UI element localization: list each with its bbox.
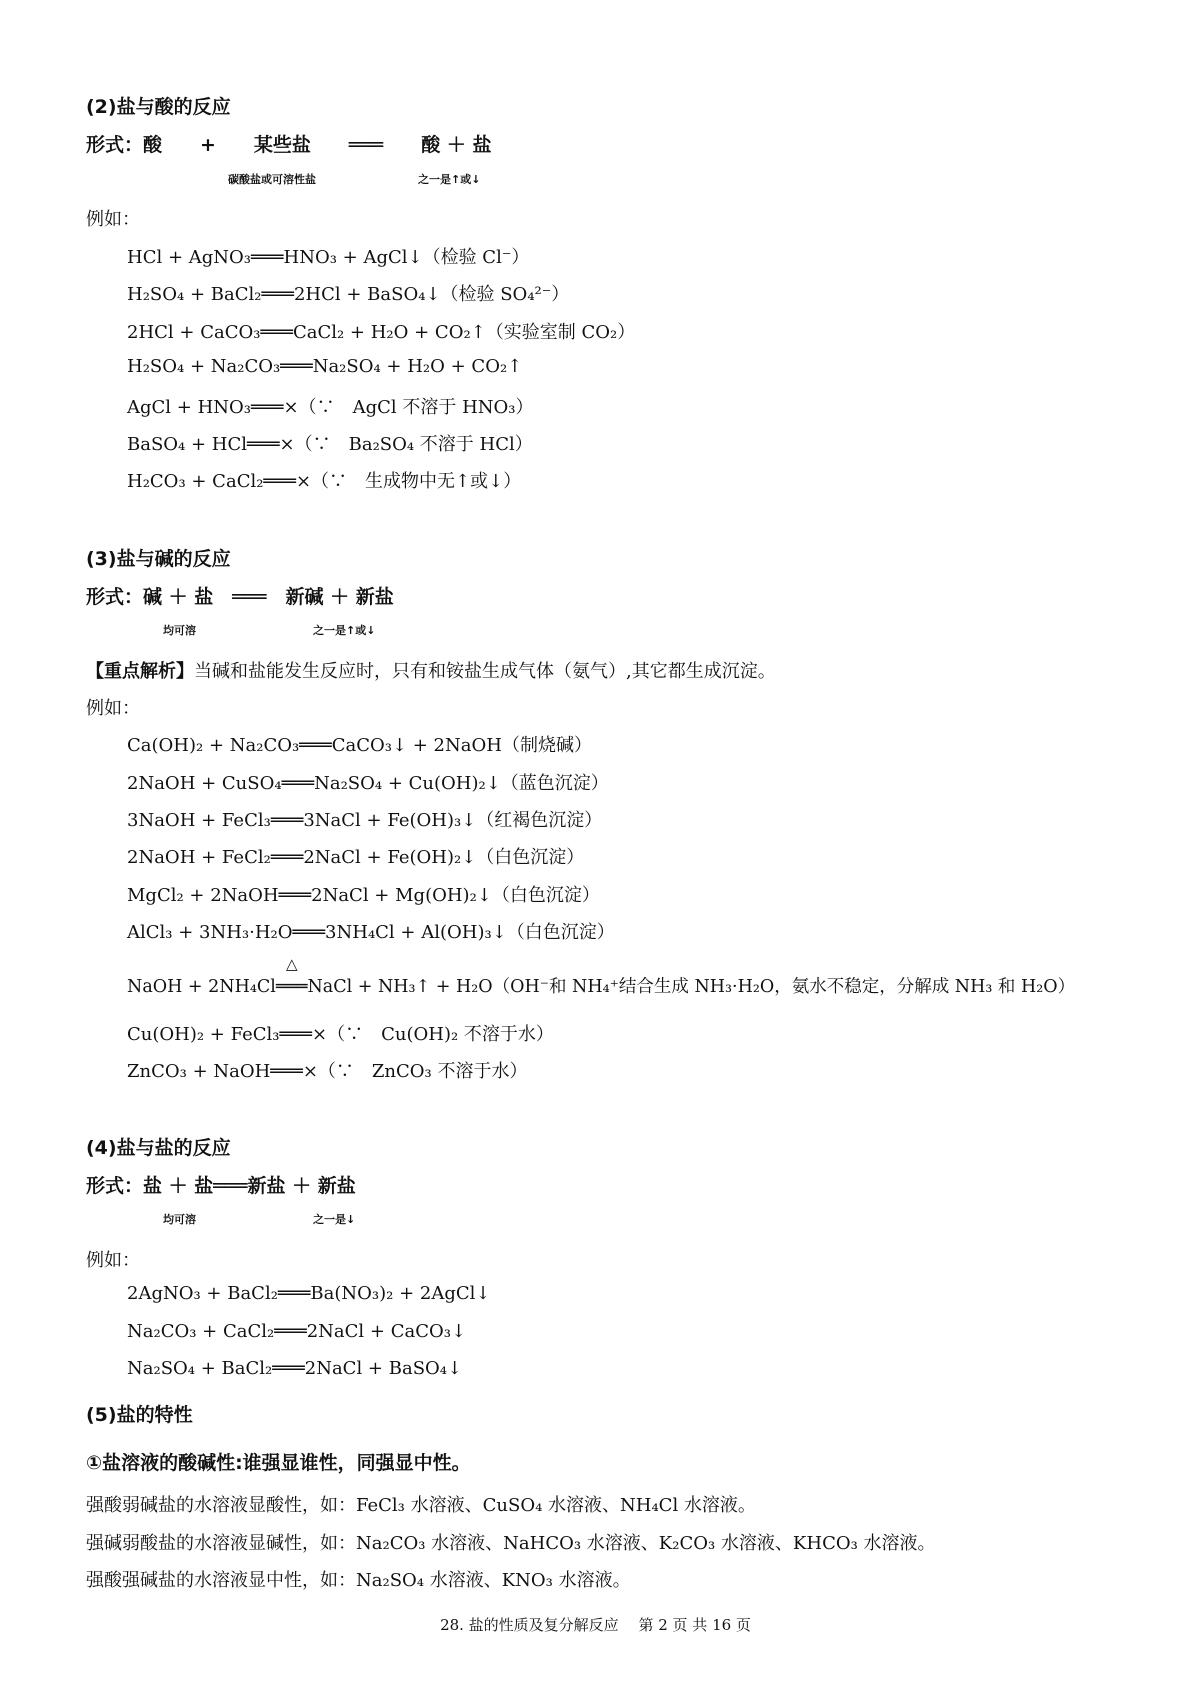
section-3-title: (3)盐与碱的反应 (86, 548, 231, 570)
equation: BaSO₄ + HCl═══×（∵ Ba₂SO₄ 不溶于 HCl） (127, 434, 533, 455)
section-5-title: (5)盐的特性 (86, 1404, 193, 1426)
section-3-note-product: 之一是↑或↓ (313, 624, 376, 637)
section-2-example-label: 例如： (86, 209, 140, 230)
equation: 2NaOH + FeCl₂═══2NaCl + Fe(OH)₂↓（白色沉淀） (127, 847, 585, 868)
section-5-line: 强酸弱碱盐的水溶液显酸性，如：FeCl₃ 水溶液、CuSO₄ 水溶液、NH₄Cl 水溶液。 (86, 1495, 756, 1516)
equation: Cu(OH)₂ + FeCl₃═══×（∵ Cu(OH)₂ 不溶于水） (127, 1024, 554, 1045)
section-2-note-salt: 碳酸盐或可溶性盐 (228, 173, 316, 186)
page-footer: 28. 盐的性质及复分解反应 第 2 页 共 16 页 (440, 1616, 751, 1634)
equation: Ca(OH)₂ + Na₂CO₃═══CaCO₃↓ + 2NaOH（制烧碱） (127, 735, 592, 756)
section-5-subtitle: ①盐溶液的酸碱性:谁强显谁性，同强显中性。 (86, 1452, 471, 1474)
section-4-title: (4)盐与盐的反应 (86, 1137, 231, 1159)
section-5-line: 强酸强碱盐的水溶液显中性，如：Na₂SO₄ 水溶液、KNO₃ 水溶液。 (86, 1570, 631, 1591)
equation: H₂SO₄ + BaCl₂═══2HCl + BaSO₄↓（检验 SO₄²⁻） (127, 284, 570, 305)
section-3-key-analysis (86, 657, 776, 683)
section-3-example-label: 例如： (86, 698, 140, 719)
section-5-line: 强碱弱酸盐的水溶液显碱性，如：Na₂CO₃ 水溶液、NaHCO₃ 水溶液、K₂CO₃ 水溶液、KHCO₃ 水溶液。 (86, 1533, 936, 1554)
section-2-note-product: 之一是↑或↓ (418, 173, 481, 186)
section-4-note-reactants: 均可溶 (163, 1213, 196, 1226)
equation: H₂CO₃ + CaCl₂═══×（∵ 生成物中无↑或↓） (127, 471, 522, 492)
equation: NaOH + 2NH₄Cl═══NaCl + NH₃↑ + H₂O（OH⁻和 NH₄⁺结合生成 NH₃·H₂O，氨水不稳定，分解成 NH₃ 和 H₂O） (127, 977, 1076, 997)
equation: 2HCl + CaCO₃═══CaCl₂ + H₂O + CO₂↑（实验室制 CO₂） (127, 322, 636, 343)
key-analysis-label: 【重点解析】 (86, 661, 194, 682)
equation: 2NaOH + CuSO₄═══Na₂SO₄ + Cu(OH)₂↓（蓝色沉淀） (127, 773, 609, 794)
equation: 3NaOH + FeCl₃═══3NaCl + Fe(OH)₃↓（红褐色沉淀） (127, 810, 603, 831)
section-4-note-product: 之一是↓ (313, 1213, 356, 1226)
equation: AlCl₃ + 3NH₃·H₂O═══3NH₄Cl + Al(OH)₃↓（白色沉淀） (127, 922, 615, 943)
equation: MgCl₂ + 2NaOH═══2NaCl + Mg(OH)₂↓（白色沉淀） (127, 885, 600, 906)
equation: ZnCO₃ + NaOH═══×（∵ ZnCO₃ 不溶于水） (127, 1061, 528, 1082)
equation: H₂SO₄ + Na₂CO₃═══Na₂SO₄ + H₂O + CO₂↑ (127, 356, 523, 377)
section-4-form: 形式：盐 ＋ 盐═══新盐 ＋ 新盐 (86, 1175, 356, 1197)
equation: HCl + AgNO₃═══HNO₃ + AgCl↓（检验 Cl⁻） (127, 247, 530, 268)
section-3-note-reactants: 均可溶 (163, 624, 196, 637)
heating-symbol: △ (286, 955, 298, 973)
equation: Na₂SO₄ + BaCl₂═══2NaCl + BaSO₄↓ (127, 1358, 463, 1379)
section-2-title: (2)盐与酸的反应 (86, 96, 231, 118)
equation: 2AgNO₃ + BaCl₂═══Ba(NO₃)₂ + 2AgCl↓ (127, 1283, 491, 1304)
key-analysis-text: 当碱和盐能发生反应时，只有和铵盐生成气体（氨气）,其它都生成沉淀。 (194, 661, 776, 682)
equation: AgCl + HNO₃═══×（∵ AgCl 不溶于 HNO₃） (127, 397, 534, 418)
equation: Na₂CO₃ + CaCl₂═══2NaCl + CaCO₃↓ (127, 1321, 467, 1342)
section-3-form: 形式：碱 ＋ 盐 ═══ 新碱 ＋ 新盐 (86, 586, 394, 608)
section-2-form: 形式：酸 + 某些盐 ═══ 酸 ＋ 盐 (86, 134, 492, 156)
section-4-example-label: 例如： (86, 1250, 140, 1271)
